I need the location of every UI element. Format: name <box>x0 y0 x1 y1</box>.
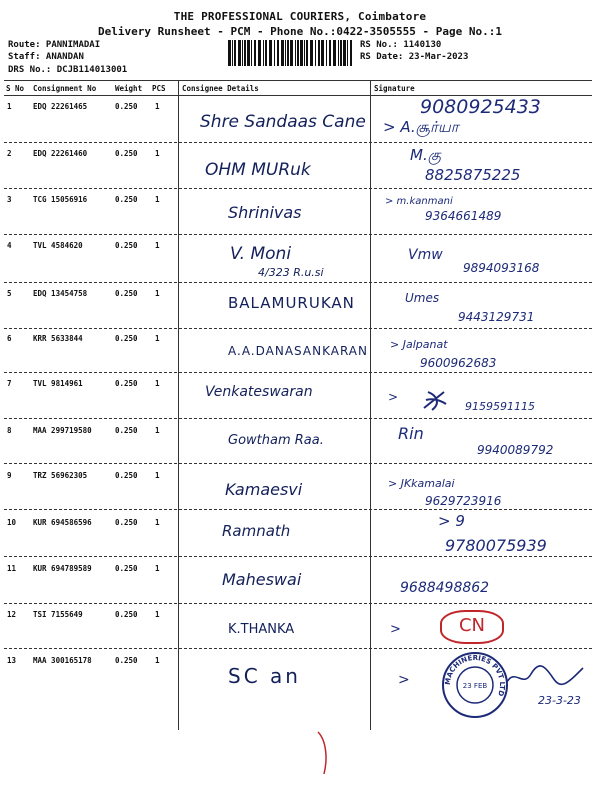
row-pcs: 1 <box>155 149 160 158</box>
row-divider <box>4 556 592 557</box>
row-signature: > 9 <box>438 512 465 530</box>
row-consignment-no: EDQ 22261460 <box>33 149 88 158</box>
row-pcs: 1 <box>155 564 160 573</box>
pen-stroke-mark <box>312 728 332 778</box>
row-pcs: 1 <box>155 102 160 111</box>
row-signature-phone: 9629723916 <box>425 494 502 508</box>
row-consignee-handwriting: BALAMURUKAN <box>228 294 355 312</box>
row-consignment-no: KUR 694789589 <box>33 564 92 573</box>
row-consignment-no: MAA 300165178 <box>33 656 92 665</box>
row-pcs: 1 <box>155 334 160 343</box>
row-weight: 0.250 <box>115 289 138 298</box>
row-consignee-handwriting: Kamaesvi <box>225 480 303 499</box>
row-consignee-handwriting: Venkateswaran <box>205 384 313 400</box>
barcode-image <box>228 40 354 66</box>
row-consignment-no: KRR 5633844 <box>33 334 83 343</box>
col-header-pcs: PCS <box>152 84 166 93</box>
row-sno: 1 <box>7 102 12 111</box>
row-consignment-no: KUR 694586596 <box>33 518 92 527</box>
row-signature: > <box>390 622 401 637</box>
row-sno: 2 <box>7 149 12 158</box>
row-pcs: 1 <box>155 195 160 204</box>
row-signature: > <box>388 390 399 404</box>
row-sno: 8 <box>7 426 12 435</box>
row-signature-date: 23-3-23 <box>538 694 581 707</box>
seal-ring-text: MACHINERIES PVT LTD <box>443 653 507 698</box>
staff-label: Staff: ANANDAN <box>8 52 84 62</box>
row-divider <box>4 142 592 143</box>
row-pcs: 1 <box>155 518 160 527</box>
row-signature-phone: 9780075939 <box>445 536 547 555</box>
row-sno: 3 <box>7 195 12 204</box>
row-divider <box>4 188 592 189</box>
row-divider <box>4 463 592 464</box>
col-header-sno: S No <box>6 84 25 93</box>
row-signature-phone: 9443129731 <box>458 310 535 324</box>
row-divider <box>4 372 592 373</box>
scribble-signature-icon <box>505 660 585 690</box>
scribble-signature-icon <box>420 386 450 416</box>
row-divider <box>4 234 592 235</box>
row-sno: 7 <box>7 379 12 388</box>
row-signature: M.கு <box>410 146 441 164</box>
row-sno: 4 <box>7 241 12 250</box>
row-signature: > m.kanmani <box>385 196 453 207</box>
row-divider <box>4 648 592 649</box>
row-weight: 0.250 <box>115 610 138 619</box>
row-sno: 5 <box>7 289 12 298</box>
row-weight: 0.250 <box>115 149 138 158</box>
row-weight: 0.250 <box>115 564 138 573</box>
col-header-consignee: Consignee Details <box>182 84 259 93</box>
row-consignment-no: TCG 15056916 <box>33 195 88 204</box>
row-consignee-handwriting: Maheswai <box>222 570 302 589</box>
seal-center-text: 23 FEB <box>462 682 488 690</box>
row-signature-phone: 9159591115 <box>465 400 535 413</box>
row-pcs: 1 <box>155 426 160 435</box>
row-sno: 6 <box>7 334 12 343</box>
col-header-weight: Weight <box>115 84 143 93</box>
row-weight: 0.250 <box>115 379 138 388</box>
row-sno: 11 <box>7 564 17 573</box>
row-divider <box>4 418 592 419</box>
runsheet-subtitle: Delivery Runsheet - PCM - Phone No.:0422-3505555 - Page No.:1 <box>98 25 502 38</box>
row-signature-phone: 9894093168 <box>463 261 540 275</box>
column-divider-signature <box>370 80 371 730</box>
row-pcs: 1 <box>155 241 160 250</box>
row-consignee-address: 4/323 R.u.si <box>258 266 324 279</box>
row-weight: 0.250 <box>115 334 138 343</box>
row-consignment-no: TVL 4584620 <box>33 241 83 250</box>
row-signature: Umes <box>405 291 440 305</box>
drs-number: DRS No.: DCJB114013001 <box>8 65 128 75</box>
row-divider <box>4 509 592 510</box>
row-sno: 10 <box>7 518 17 527</box>
row-consignee-handwriting: Ramnath <box>222 522 291 540</box>
row-signature: Vmw <box>408 247 443 263</box>
row-consignee-handwriting: Shrinivas <box>228 203 302 222</box>
row-signature: > A.சூர்யா <box>383 118 459 136</box>
row-signature: > JKkamalai <box>388 477 455 490</box>
row-consignee-handwriting: V. Moni <box>230 244 292 264</box>
row-signature-phone: 9688498862 <box>400 580 490 596</box>
row-signature: Rin <box>398 424 424 443</box>
row-weight: 0.250 <box>115 195 138 204</box>
row-divider <box>4 603 592 604</box>
row-consignee-handwriting: K.THANKA <box>228 622 295 637</box>
table-top-border <box>4 80 592 81</box>
rs-date: RS Date: 23-Mar-2023 <box>360 52 469 62</box>
row-signature-phone: 9940089792 <box>477 443 554 457</box>
row-sno: 9 <box>7 471 12 480</box>
route-label: Route: PANNIMADAI <box>8 40 101 50</box>
row-pcs: 1 <box>155 289 160 298</box>
row-consignment-no: TVL 9814961 <box>33 379 83 388</box>
row-weight: 0.250 <box>115 471 138 480</box>
row-consignment-no: MAA 299719580 <box>33 426 92 435</box>
row-consignment-no: EDQ 22261465 <box>33 102 88 111</box>
row-weight: 0.250 <box>115 241 138 250</box>
row-consignee-handwriting: Shre Sandaas Cane <box>200 112 366 132</box>
row-consignment-no: TRZ 56962305 <box>33 471 88 480</box>
row-consignee-handwriting: OHM MURuk <box>205 160 311 180</box>
row-signature-phone: 9364661489 <box>425 209 502 223</box>
row-consignee-handwriting: Gowtham Raa. <box>228 433 324 448</box>
row-signature: > Jalpanat <box>390 338 448 351</box>
row-consignee-handwriting: A.A.DANASANKARAN <box>228 344 368 358</box>
row-weight: 0.250 <box>115 102 138 111</box>
company-seal-stamp <box>440 650 510 720</box>
row-sno: 13 <box>7 656 17 665</box>
row-pcs: 1 <box>155 379 160 388</box>
row-pcs: 1 <box>155 610 160 619</box>
row-pcs: 1 <box>155 471 160 480</box>
row-sno: 12 <box>7 610 17 619</box>
row-consignment-no: EDQ 13454758 <box>33 289 88 298</box>
row-pcs: 1 <box>155 656 160 665</box>
row-weight: 0.250 <box>115 426 138 435</box>
row-signature-stamp: CN <box>440 610 504 644</box>
column-divider-consignee <box>178 80 179 730</box>
col-header-signature: Signature <box>374 84 415 93</box>
row-consignment-no: TSI 7155649 <box>33 610 83 619</box>
row-consignee-handwriting: SC an <box>228 664 301 688</box>
col-header-consignment: Consignment No <box>33 84 97 93</box>
row-signature-phone: 9080925433 <box>420 96 541 118</box>
row-weight: 0.250 <box>115 656 138 665</box>
row-signature-phone: 8825875225 <box>425 166 521 184</box>
rs-number: RS No.: 1140130 <box>360 40 442 50</box>
row-divider <box>4 282 592 283</box>
row-signature-phone: 9600962683 <box>420 356 497 370</box>
row-divider <box>4 328 592 329</box>
row-signature: > <box>398 672 410 688</box>
company-title: THE PROFESSIONAL COURIERS, Coimbatore <box>173 10 427 23</box>
row-weight: 0.250 <box>115 518 138 527</box>
